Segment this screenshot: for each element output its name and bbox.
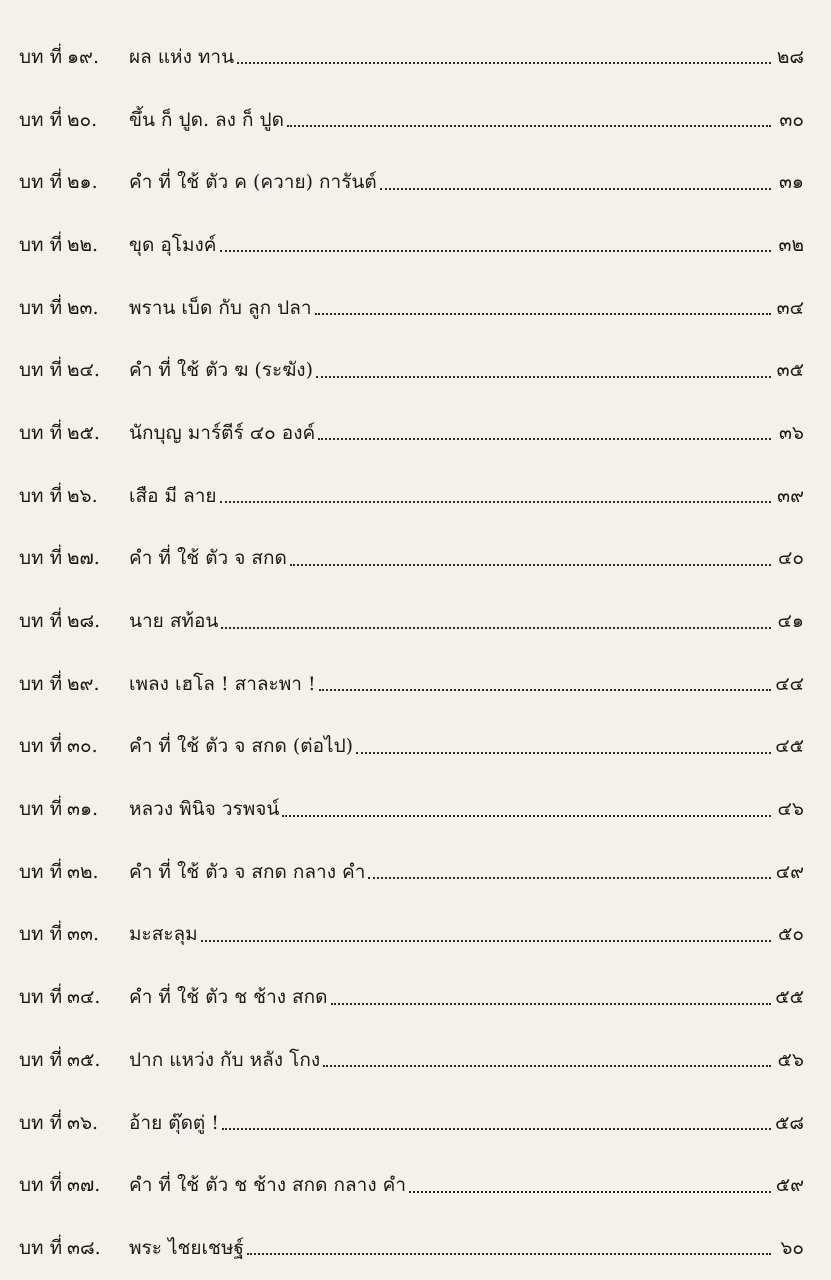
page-number: ๓๙ — [777, 484, 804, 507]
toc-row — [19, 966, 804, 1029]
page-number: ๔๑ — [777, 610, 804, 633]
toc-row — [19, 1217, 804, 1280]
dot-leader — [290, 564, 771, 566]
dot-leader — [319, 689, 771, 691]
chapter-number: ๒๒. — [67, 233, 99, 256]
chapter-number: ๓๓. — [67, 923, 100, 946]
chapter-word: บท ที่ — [19, 610, 63, 633]
chapter-word: บท ที่ — [19, 547, 63, 570]
dot-leader — [368, 877, 771, 879]
toc-row — [19, 653, 804, 716]
chapter-number: ๓๗. — [67, 1174, 101, 1197]
chapter-word: บท ที่ — [19, 735, 63, 758]
chapter-number: ๒๙. — [67, 672, 100, 695]
page-number: ๓๔ — [776, 296, 804, 319]
chapter-word: บท ที่ — [19, 296, 63, 319]
chapter-title: พระ ไชยเชษฐ์ — [129, 1236, 244, 1259]
toc-row — [19, 277, 804, 340]
chapter-number: ๒๑. — [67, 171, 98, 194]
chapter-title: เสือ มี ลาย — [129, 484, 217, 507]
toc-row — [19, 590, 804, 653]
page-number: ๔๐ — [778, 547, 804, 570]
dot-leader — [220, 250, 772, 252]
chapter-word: บท ที่ — [19, 359, 63, 382]
chapter-title: พราน เบ็ด กับ ลูก ปลา — [129, 296, 312, 319]
toc-row — [19, 465, 804, 528]
chapter-title: คำ ที่ ใช้ ตัว ฆ (ระฆัง) — [129, 359, 313, 382]
chapter-number: ๓๐. — [67, 735, 98, 758]
toc-row — [19, 339, 804, 402]
chapter-word: บท ที่ — [19, 798, 63, 821]
dot-leader — [220, 501, 771, 503]
page-number: ๒๘ — [776, 45, 804, 68]
chapter-number: ๒๔. — [67, 359, 100, 382]
page-number: ๓๖ — [778, 421, 804, 444]
chapter-word: บท ที่ — [19, 45, 63, 68]
chapter-title: คำ ที่ ใช้ ตัว ช ช้าง สกด — [129, 986, 328, 1009]
page-number: ๔๔ — [775, 672, 804, 695]
chapter-title: คำ ที่ ใช้ ตัว จ สกด — [129, 547, 287, 570]
chapter-word: บท ที่ — [19, 484, 63, 507]
chapter-word: บท ที่ — [19, 1236, 63, 1259]
toc-row — [19, 1029, 804, 1092]
chapter-word: บท ที่ — [19, 108, 63, 131]
dot-leader — [221, 627, 771, 629]
page-number: ๓๒ — [778, 233, 804, 256]
dot-leader — [316, 376, 771, 378]
toc-row — [19, 528, 804, 591]
page-number: ๔๙ — [775, 860, 804, 883]
chapter-title: นักบุญ มาร์ตีร์ ๔๐ องค์ — [129, 421, 316, 444]
page-number: ๕๐ — [778, 923, 804, 946]
dot-leader — [331, 1003, 772, 1005]
dot-leader — [201, 940, 771, 942]
chapter-word: บท ที่ — [19, 860, 63, 883]
chapter-number: ๓๖. — [67, 1111, 99, 1134]
chapter-number: ๑๙. — [67, 45, 100, 68]
chapter-title: อ้าย ตุ๊ดตู่ ! — [129, 1111, 219, 1134]
chapter-title: เพลง เฮโล ! สาละพา ! — [129, 672, 316, 695]
chapter-title: คำ ที่ ใช้ ตัว จ สกด กลาง คำ — [129, 860, 366, 883]
page-number: ๔๖ — [777, 798, 804, 821]
dot-leader — [247, 1253, 771, 1255]
page-number: ๕๘ — [774, 1111, 804, 1134]
chapter-number: ๒๓. — [67, 296, 99, 319]
toc-row — [19, 214, 804, 277]
chapter-number: ๒๗. — [67, 547, 100, 570]
page-number: ๖๐ — [780, 1236, 804, 1259]
chapter-word: บท ที่ — [19, 1174, 63, 1197]
dot-leader — [409, 1191, 771, 1193]
chapter-title: มะสะลุม — [129, 923, 198, 946]
page-number: ๕๖ — [777, 1048, 804, 1071]
page-number: ๓๐ — [779, 108, 804, 131]
toc-row — [19, 1092, 804, 1155]
dot-leader — [287, 125, 771, 127]
chapter-number: ๓๘. — [67, 1236, 101, 1259]
dot-leader — [318, 438, 771, 440]
chapter-word: บท ที่ — [19, 986, 63, 1009]
chapter-word: บท ที่ — [19, 171, 63, 194]
chapter-number: ๒๐. — [67, 108, 98, 131]
toc-row — [19, 89, 804, 152]
page-number: ๓๕ — [776, 359, 804, 382]
dot-leader — [380, 188, 771, 190]
chapter-title: นาย สท้อน — [129, 610, 219, 633]
toc-row — [19, 778, 804, 841]
chapter-word: บท ที่ — [19, 1048, 63, 1071]
chapter-number: ๓๒. — [67, 860, 99, 883]
toc-row — [19, 904, 804, 967]
page-number: ๓๑ — [778, 171, 804, 194]
chapter-title: คำ ที่ ใช้ ตัว จ สกด (ต่อไป) — [129, 735, 354, 758]
dot-leader — [237, 62, 771, 64]
chapter-title: คำ ที่ ใช้ ตัว ช ช้าง สกด กลาง คำ — [129, 1174, 407, 1197]
dot-leader — [323, 1065, 771, 1067]
page-number: ๔๕ — [775, 735, 804, 758]
chapter-title: คำ ที่ ใช้ ตัว ค (ควาย) การันต์ — [129, 171, 377, 194]
chapter-number: ๓๑. — [67, 798, 99, 821]
chapter-title: ขุด อุโมงค์ — [129, 233, 217, 256]
chapter-number: ๒๕. — [67, 421, 100, 444]
chapter-word: บท ที่ — [19, 672, 63, 695]
dot-leader — [222, 1128, 771, 1130]
table-of-contents — [19, 26, 804, 1280]
chapter-title: หลวง พินิจ วรพจน์ — [129, 798, 280, 821]
chapter-word: บท ที่ — [19, 421, 63, 444]
chapter-title: ปาก แหว่ง กับ หลัง โกง — [129, 1048, 321, 1071]
toc-row — [19, 1154, 804, 1217]
toc-row — [19, 402, 804, 465]
dot-leader — [356, 752, 771, 754]
chapter-number: ๒๘. — [67, 610, 101, 633]
chapter-number: ๓๕. — [67, 1048, 101, 1071]
chapter-number: ๒๖. — [67, 484, 98, 507]
chapter-number: ๓๔. — [67, 986, 101, 1009]
chapter-word: บท ที่ — [19, 1111, 63, 1134]
chapter-word: บท ที่ — [19, 923, 63, 946]
chapter-title: ขึ้น ก็ ปูด. ลง ก็ ปูด — [129, 108, 284, 131]
page-number: ๕๙ — [775, 1174, 804, 1197]
toc-row — [19, 716, 804, 779]
chapter-title: ผล แห่ง ทาน — [129, 45, 235, 68]
toc-row — [19, 151, 804, 214]
toc-row — [19, 26, 804, 89]
toc-row — [19, 841, 804, 904]
dot-leader — [282, 815, 771, 817]
chapter-word: บท ที่ — [19, 233, 63, 256]
page-number: ๕๕ — [775, 986, 804, 1009]
dot-leader — [315, 313, 771, 315]
